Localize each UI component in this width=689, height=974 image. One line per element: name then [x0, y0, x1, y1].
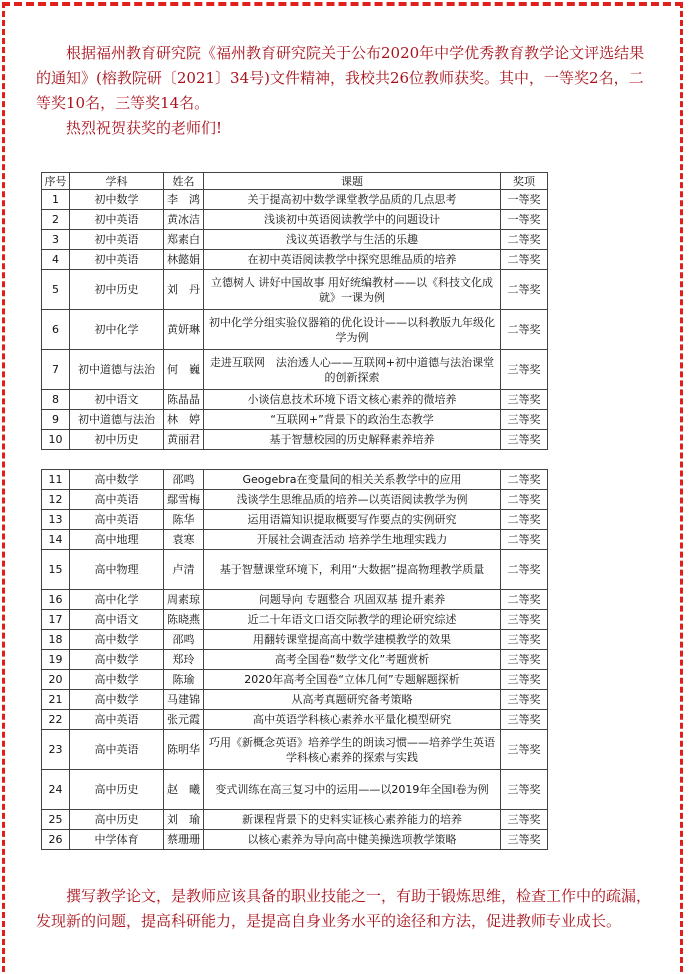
closing-paragraph: 撰写教学论文，是教师应该具备的职业技能之一，有助于锻炼思维，检查工作中的疏漏，发现新的问题，提高科研能力，是提高自身业务水平的途径和方法，促进教师专业成长。	[36, 887, 652, 930]
table-row	[42, 430, 548, 450]
cell-title: 基于智慧校园的历史解释素养培养	[204, 430, 501, 450]
cell-no	[42, 450, 70, 470]
header-title: 课题	[204, 173, 501, 190]
cell-subject: 初中英语	[70, 210, 164, 230]
cell-no: 4	[42, 250, 70, 270]
cell-subject: 初中语文	[70, 390, 164, 410]
cell-no: 13	[42, 510, 70, 530]
table-row	[42, 190, 548, 210]
cell-title: Geogebra在变量间的相关关系教学中的应用	[204, 470, 501, 490]
cell-name: 林懿娟	[164, 250, 204, 270]
table-row	[42, 670, 548, 690]
cell-name: 陈华	[164, 510, 204, 530]
cell-name: 马建锦	[164, 690, 204, 710]
cell-subject: 初中化学	[70, 310, 164, 350]
table-row	[42, 530, 548, 550]
cell-subject: 高中数学	[70, 630, 164, 650]
cell-title: 问题导向 专题整合 巩固双基 提升素养	[204, 590, 501, 610]
table-row	[42, 710, 548, 730]
cell-name: 周素琼	[164, 590, 204, 610]
table-row	[42, 810, 548, 830]
cell-award: 二等奖	[501, 590, 548, 610]
cell-subject: 高中数学	[70, 670, 164, 690]
cell-award: 三等奖	[501, 650, 548, 670]
cell-subject: 高中英语	[70, 710, 164, 730]
cell-award: 三等奖	[501, 810, 548, 830]
table-row	[42, 250, 548, 270]
cell-name: 刘 瑜	[164, 810, 204, 830]
table-row	[42, 410, 548, 430]
closing-text	[36, 884, 656, 934]
table-header-row	[42, 173, 548, 190]
cell-subject: 初中道德与法治	[70, 350, 164, 390]
cell-subject: 初中道德与法治	[70, 410, 164, 430]
header-subject: 学科	[70, 173, 164, 190]
cell-award: 三等奖	[501, 350, 548, 390]
cell-title: 关于提高初中数学课堂教学品质的几点思考	[204, 190, 501, 210]
cell-award: 三等奖	[501, 390, 548, 410]
cell-title: 2020年高考全国卷“立体几何”专题解题探析	[204, 670, 501, 690]
table-row	[42, 390, 548, 410]
table-row	[42, 610, 548, 630]
cell-no: 1	[42, 190, 70, 210]
cell-award: 三等奖	[501, 730, 548, 770]
table-row	[42, 510, 548, 530]
cell-no: 26	[42, 830, 70, 850]
table-row	[42, 650, 548, 670]
cell-award	[501, 450, 548, 470]
congratulations-line: 热烈祝贺获奖的老师们!	[66, 119, 223, 137]
cell-title: 基于智慧课堂环境下，利用“大数据”提高物理教学质量	[204, 550, 501, 590]
cell-name: 李 鸿	[164, 190, 204, 210]
cell-title: 高考全国卷“数学文化”考题赏析	[204, 650, 501, 670]
table-row	[42, 270, 548, 310]
cell-no: 10	[42, 430, 70, 450]
cell-subject: 高中数学	[70, 650, 164, 670]
cell-award: 二等奖	[501, 270, 548, 310]
cell-name: 黄妍琳	[164, 310, 204, 350]
award-table	[41, 172, 548, 850]
table-row	[42, 210, 548, 230]
cell-title: 浅谈学生思维品质的培养—以英语阅读教学为例	[204, 490, 501, 510]
cell-award: 三等奖	[501, 830, 548, 850]
cell-subject: 高中数学	[70, 690, 164, 710]
cell-subject: 初中历史	[70, 430, 164, 450]
table-row	[42, 470, 548, 490]
cell-title: 初中化学分组实验仪器箱的优化设计——以科教版九年级化学为例	[204, 310, 501, 350]
table-row	[42, 630, 548, 650]
cell-award: 二等奖	[501, 490, 548, 510]
cell-subject: 中学体育	[70, 830, 164, 850]
header-award: 奖项	[501, 173, 548, 190]
cell-subject: 高中化学	[70, 590, 164, 610]
cell-award: 二等奖	[501, 230, 548, 250]
cell-name: 袁寒	[164, 530, 204, 550]
cell-subject: 高中英语	[70, 490, 164, 510]
cell-title: 小谈信息技术环境下语文核心素养的微培养	[204, 390, 501, 410]
cell-name: 邵鸣	[164, 630, 204, 650]
cell-name: 陈明华	[164, 730, 204, 770]
cell-name: 林 婷	[164, 410, 204, 430]
cell-no: 21	[42, 690, 70, 710]
table-row	[42, 590, 548, 610]
cell-title: 在初中英语阅读教学中探究思维品质的培养	[204, 250, 501, 270]
cell-name: 赵 曦	[164, 770, 204, 810]
cell-title: 高中英语学科核心素养水平量化模型研究	[204, 710, 501, 730]
cell-award: 三等奖	[501, 710, 548, 730]
cell-award: 二等奖	[501, 550, 548, 590]
cell-subject: 高中历史	[70, 770, 164, 810]
cell-award: 二等奖	[501, 250, 548, 270]
cell-no: 12	[42, 490, 70, 510]
cell-name: 蔡珊珊	[164, 830, 204, 850]
cell-name: 张元霞	[164, 710, 204, 730]
cell-no: 2	[42, 210, 70, 230]
cell-title: 用翻转课堂提高高中数学建模教学的效果	[204, 630, 501, 650]
cell-subject: 初中英语	[70, 230, 164, 250]
table-row	[42, 230, 548, 250]
cell-award: 三等奖	[501, 690, 548, 710]
cell-no: 17	[42, 610, 70, 630]
cell-title: 浅谈初中英语阅读教学中的问题设计	[204, 210, 501, 230]
cell-subject: 初中数学	[70, 190, 164, 210]
cell-title	[204, 450, 501, 470]
cell-title: 走进互联网 法治透人心——互联网+初中道德与法治课堂的创新探索	[204, 350, 501, 390]
cell-no: 8	[42, 390, 70, 410]
cell-subject	[70, 450, 164, 470]
cell-subject: 高中英语	[70, 510, 164, 530]
cell-title: 运用语篇知识提取概要写作要点的实例研究	[204, 510, 501, 530]
cell-subject: 初中英语	[70, 250, 164, 270]
cell-award: 三等奖	[501, 430, 548, 450]
cell-title: 开展社会调查活动 培养学生地理实践力	[204, 530, 501, 550]
table-row	[42, 770, 548, 810]
cell-subject: 高中物理	[70, 550, 164, 590]
cell-name: 黄冰洁	[164, 210, 204, 230]
cell-no: 7	[42, 350, 70, 390]
cell-subject: 初中历史	[70, 270, 164, 310]
cell-name: 郑素白	[164, 230, 204, 250]
cell-award: 三等奖	[501, 410, 548, 430]
cell-title: 巧用《新概念英语》培养学生的朗读习惯——培养学生英语学科核心素养的探索与实践	[204, 730, 501, 770]
cell-no: 23	[42, 730, 70, 770]
cell-subject: 高中数学	[70, 470, 164, 490]
cell-no: 11	[42, 470, 70, 490]
cell-no: 6	[42, 310, 70, 350]
cell-title: “互联网+”背景下的政治生态教学	[204, 410, 501, 430]
cell-name: 邵鸣	[164, 470, 204, 490]
cell-name: 刘 丹	[164, 270, 204, 310]
cell-title: 新课程背景下的史料实证核心素养能力的培养	[204, 810, 501, 830]
intro-paragraph: 根据福州教育研究院《福州教育研究院关于公布2020年中学优秀教育教学论文评选结果的通知》(榕教院研〔2021〕34号)文件精神，我校共26位教师获奖。其中，一等奖2名，二等奖10名，三等奖14名。	[36, 44, 645, 112]
cell-name: 陈晶晶	[164, 390, 204, 410]
cell-award: 二等奖	[501, 530, 548, 550]
table-row	[42, 730, 548, 770]
table-row	[42, 830, 548, 850]
table-row	[42, 490, 548, 510]
cell-no: 15	[42, 550, 70, 590]
cell-award: 一等奖	[501, 210, 548, 230]
header-name: 姓名	[164, 173, 204, 190]
cell-name: 陈瑜	[164, 670, 204, 690]
cell-title: 变式训练在高三复习中的运用——以2019年全国I卷为例	[204, 770, 501, 810]
cell-title: 以核心素养为导向高中健美操选项教学策略	[204, 830, 501, 850]
cell-no: 18	[42, 630, 70, 650]
cell-award: 一等奖	[501, 190, 548, 210]
cell-no: 9	[42, 410, 70, 430]
cell-no: 3	[42, 230, 70, 250]
cell-name: 何 巍	[164, 350, 204, 390]
cell-name: 黄丽君	[164, 430, 204, 450]
cell-title: 浅议英语教学与生活的乐趣	[204, 230, 501, 250]
cell-name	[164, 450, 204, 470]
cell-award: 二等奖	[501, 310, 548, 350]
cell-name: 陈晓燕	[164, 610, 204, 630]
cell-no: 20	[42, 670, 70, 690]
cell-no: 25	[42, 810, 70, 830]
intro-text	[36, 41, 656, 141]
cell-award: 三等奖	[501, 610, 548, 630]
cell-award: 三等奖	[501, 670, 548, 690]
cell-award: 三等奖	[501, 770, 548, 810]
table-row	[42, 350, 548, 390]
cell-no: 16	[42, 590, 70, 610]
cell-title: 近二十年语文口语交际教学的理论研究综述	[204, 610, 501, 630]
cell-no: 24	[42, 770, 70, 810]
cell-title: 从高考真题研究备考策略	[204, 690, 501, 710]
cell-name: 郑玲	[164, 650, 204, 670]
table-row	[42, 690, 548, 710]
cell-no: 14	[42, 530, 70, 550]
cell-name: 鄢雪梅	[164, 490, 204, 510]
cell-title: 立德树人 讲好中国故事 用好统编教材——以《科技文化成就》一课为例	[204, 270, 501, 310]
cell-subject: 高中历史	[70, 810, 164, 830]
table-row	[42, 310, 548, 350]
cell-subject: 高中语文	[70, 610, 164, 630]
cell-no: 19	[42, 650, 70, 670]
cell-award: 二等奖	[501, 470, 548, 490]
cell-no: 22	[42, 710, 70, 730]
cell-name: 卢清	[164, 550, 204, 590]
cell-award: 二等奖	[501, 510, 548, 530]
cell-no: 5	[42, 270, 70, 310]
cell-subject: 高中英语	[70, 730, 164, 770]
cell-subject: 高中地理	[70, 530, 164, 550]
header-no: 序号	[42, 173, 70, 190]
table-row	[42, 550, 548, 590]
table-separator-row	[42, 450, 548, 470]
cell-award: 三等奖	[501, 630, 548, 650]
